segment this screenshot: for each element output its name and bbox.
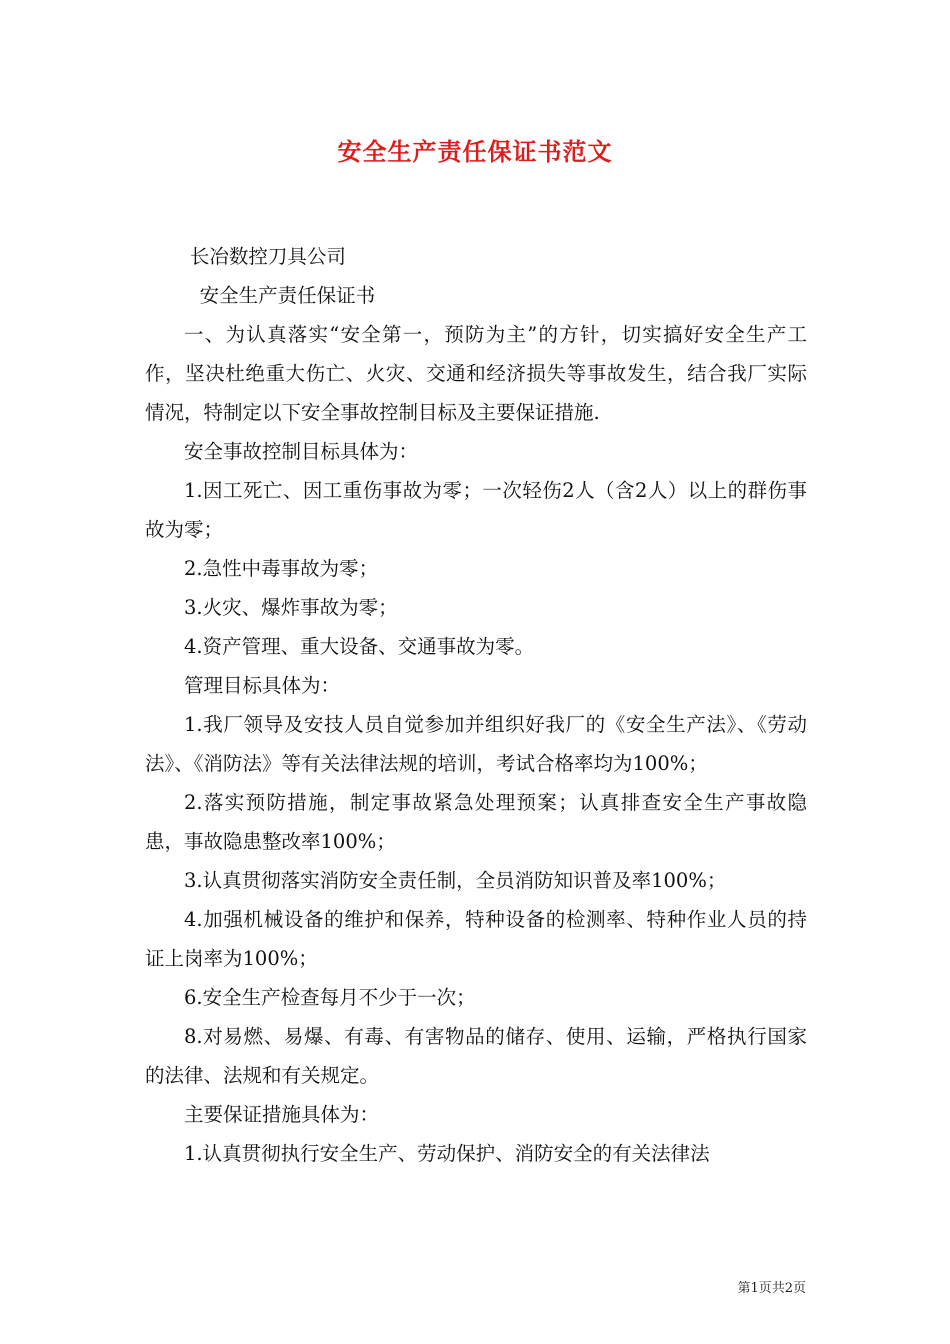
- intro-paragraph: 一、为认真落实“安全第一，预防为主”的方针，切实搞好安全生产工作，坚决杜绝重大伤亡、火灾、交通和经济损失等事故发生，结合我厂实际情况，特制定以下安全事故控制目标及主要保证措施.: [145, 323, 807, 424]
- document-title: 安全生产责任保证书范文: [337, 137, 613, 166]
- document-subtitle: 安全生产责任保证书: [199, 284, 376, 307]
- list-item: 3.认真贯彻落实消防安全责任制，全员消防知识普及率100%；: [184, 869, 727, 892]
- list-item: 1.认真贯彻执行安全生产、劳动保护、消防安全的有关法律法: [184, 1142, 710, 1165]
- company-name: 长冶数控刀具公司: [189, 245, 346, 268]
- list-item: 2.急性中毒事故为零；: [184, 557, 379, 580]
- list-item: 1.我厂领导及安技人员自觉参加并组织好我厂的《安全生产法》、《劳动法》、《消防法》等有关法律法规的培训，考试合格率均为100%；: [145, 713, 807, 775]
- list-item: 3.火灾、爆炸事故为零；: [184, 596, 398, 619]
- list-item: 8.对易燃、易爆、有毒、有害物品的储存、使用、运输，严格执行国家的法律、法规和有关规定。: [145, 1025, 807, 1087]
- section-heading-accident-targets: 安全事故控制目标具体为：: [184, 440, 419, 463]
- document-body: [145, 237, 807, 1173]
- page-indicator: 第1页共2页: [737, 1281, 806, 1296]
- section-heading-management-targets: 管理目标具体为：: [184, 674, 341, 697]
- list-item: 6.安全生产检查每月不少于一次；: [184, 986, 476, 1009]
- list-item: 4.资产管理、重大设备、交通事故为零。: [184, 635, 535, 658]
- list-item: 2.落实预防措施，制定事故紧急处理预案；认真排查安全生产事故隐患，事故隐患整改率100%；: [145, 791, 807, 853]
- list-item: 4.加强机械设备的维护和保养，特种设备的检测率、特种作业人员的持证上岗率为100%；: [145, 908, 807, 970]
- section-heading-main-measures: 主要保证措施具体为：: [184, 1103, 380, 1126]
- list-item: 1.因工死亡、因工重伤事故为零；一次轻伤2人（含2人）以上的群伤事故为零；: [145, 479, 807, 541]
